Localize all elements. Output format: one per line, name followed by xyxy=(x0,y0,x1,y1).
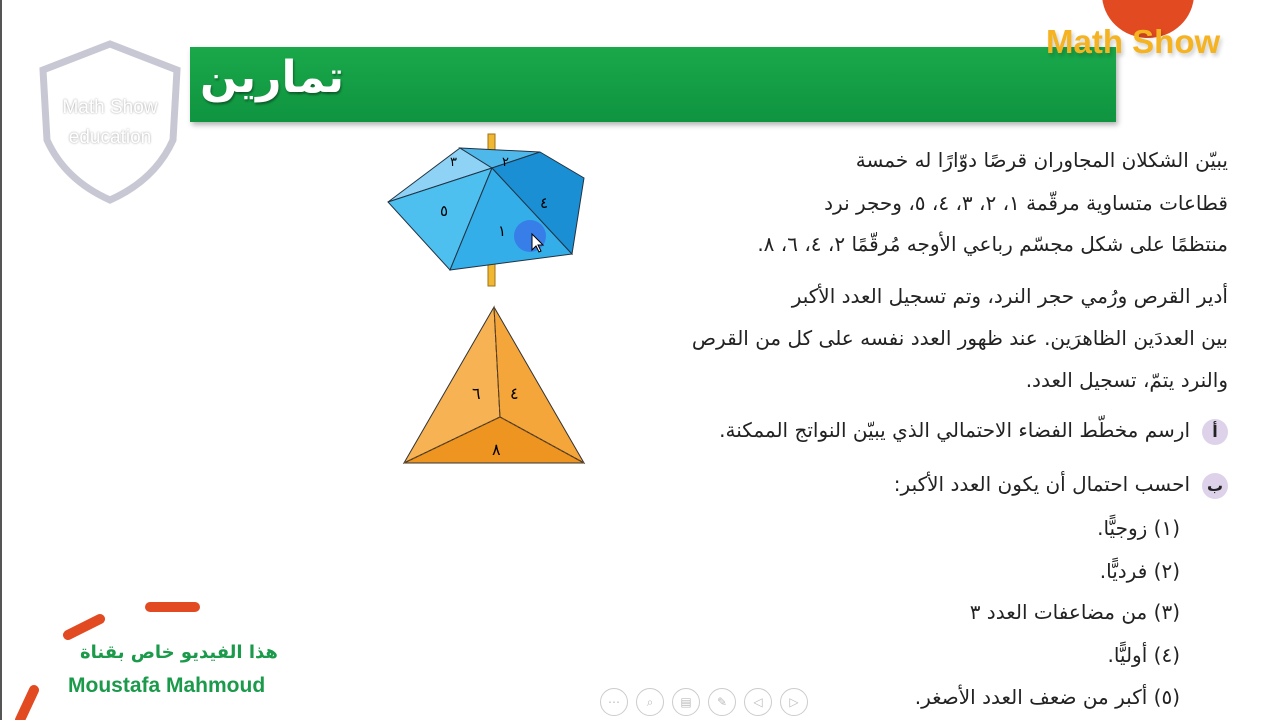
cursor-highlight xyxy=(514,220,546,252)
subpart: (١) زوجيًّا. xyxy=(1097,516,1180,540)
options-icon[interactable]: ⋯ xyxy=(600,688,628,716)
part-b xyxy=(894,469,1228,499)
part-badge: أ xyxy=(1202,419,1228,445)
spinner-figure xyxy=(380,130,595,295)
problem-line: بين العددَين الظاهرَين. عند ظهور العدد نفسه على كل من القرص xyxy=(691,326,1228,350)
part-badge: ب xyxy=(1202,473,1228,499)
channel-credit-arabic: هذا الفيديو خاص بقناة xyxy=(80,642,278,663)
next-slide-icon[interactable]: ▷ xyxy=(780,688,808,716)
prev-slide-icon[interactable]: ◁ xyxy=(744,688,772,716)
slides-icon[interactable]: ▤ xyxy=(672,688,700,716)
part-text: ارسم مخطّط الفضاء الاحتمالي الذي يبيّن النواتج الممكنة. xyxy=(719,418,1190,442)
channel-credit-name: Moustafa Mahmoud xyxy=(68,674,266,697)
slideshow-controls xyxy=(600,688,808,716)
shield-watermark-icon xyxy=(35,40,185,205)
watermark-line-2: education xyxy=(68,127,152,148)
watermark-line-1: Math Show xyxy=(62,97,158,118)
spinner-label: ٤ xyxy=(540,194,549,212)
pen-icon[interactable]: ✎ xyxy=(708,688,736,716)
die-label: ٨ xyxy=(492,440,501,459)
spinner-label: ٣ xyxy=(450,155,457,170)
subpart: (٤) أوليًّا. xyxy=(1107,643,1180,667)
die-label: ٦ xyxy=(472,384,481,403)
part-a xyxy=(719,415,1228,445)
slide-title: تمارين xyxy=(200,52,344,103)
problem-line: والنرد يتمّ، تسجيل العدد. xyxy=(1025,368,1228,392)
brand-logo: Math Show xyxy=(1046,23,1221,60)
die-figure xyxy=(400,303,590,469)
problem-line: أدير القرص ورُمي حجر النرد، وتم تسجيل العدد الأكبر xyxy=(791,284,1228,308)
spinner-label: ٢ xyxy=(502,155,509,170)
problem-line: منتظمًا على شكل مجسّم رباعي الأوجه مُرقّمًا ٢، ٤، ٦، ٨. xyxy=(757,232,1228,256)
problem-line: قطاعات متساوية مرقّمة ١، ٢، ٣، ٤، ٥، وحجر نرد xyxy=(824,191,1228,215)
subpart: (٣) من مضاعفات العدد ٣ xyxy=(969,600,1180,624)
part-text: احسب احتمال أن يكون العدد الأكبر: xyxy=(893,472,1190,496)
zoom-icon[interactable]: ⌕ xyxy=(636,688,664,716)
spinner-label: ١ xyxy=(498,222,507,240)
subpart: (٢) فرديًّا. xyxy=(1099,559,1180,583)
spinner-label: ٥ xyxy=(440,202,449,220)
subpart: (٥) أكبر من ضعف العدد الأصغر. xyxy=(914,685,1180,709)
problem-line: يبيّن الشكلان المجاوران قرصًا دوّارًا له خمسة xyxy=(855,148,1228,172)
die-label: ٤ xyxy=(510,384,519,403)
